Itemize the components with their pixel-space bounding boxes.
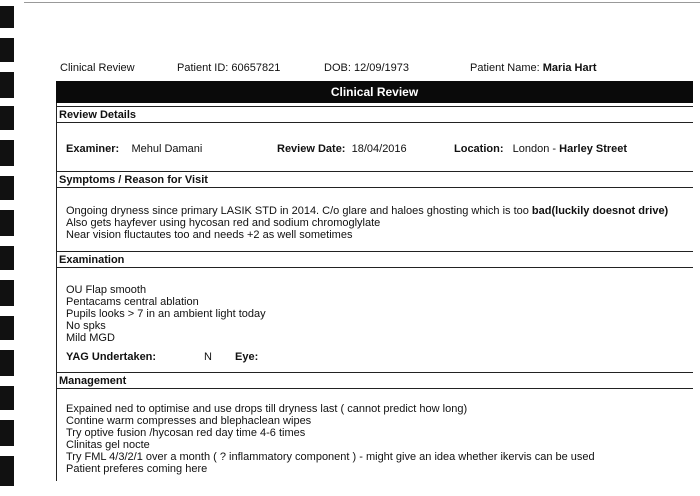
binder-hole [0,210,14,236]
patient-id-value: 60657821 [231,62,281,74]
exam-line: Pentacams central ablation [66,296,199,308]
mgmt-line: Expained ned to optimise and use drops till dryness last ( cannot predict how long) [66,403,468,415]
top-rule [24,2,700,3]
symptoms-line1-bold: bad(luckily doesnot drive) [531,205,669,217]
location-label: Location: [454,143,504,155]
examiner [66,143,202,155]
patient-id-label: Patient ID: [177,62,229,74]
dob [324,62,409,74]
mgmt-line: Clinitas gel nocte [66,439,150,451]
location-city: London - [512,143,557,155]
eye-label: Eye: [235,351,259,363]
review-date-value: 18/04/2016 [351,143,407,155]
symptoms-heading: Symptoms / Reason for Visit [56,171,693,188]
symptoms-text [66,205,668,241]
mgmt-line: Try FML 4/3/2/1 over a month ( ? inflammatory component ) - might give an idea whether ikervis can be used [66,451,595,463]
binder-hole [0,246,14,270]
location-site: Harley Street [559,143,628,155]
binder-hole [0,280,14,306]
symptoms-line [66,205,668,217]
patient-name-value: Maria Hart [542,62,597,74]
symptoms-line2: Also gets hayfever using hycosan red and sodium chromoglylate [66,217,381,229]
symptoms-line1: Ongoing dryness since primary LASIK STD in 2014. C/o glare and haloes ghosting which is too [66,205,529,217]
mgmt-line: Contine warm compresses and blephaclean wipes [66,415,312,427]
binder-hole [0,176,14,200]
binder-edge [0,0,24,496]
exam-line: Pupils looks > 7 in an ambient light today [66,308,266,320]
examination-text [66,284,266,344]
binder-hole [0,6,14,28]
mgmt-line: Patient preferes coming here [66,463,208,475]
binder-hole [0,456,14,486]
page-title: Clinical Review [56,81,693,103]
patient-id [177,62,280,74]
examiner-value: Mehul Damani [131,143,203,155]
examiner-label: Examiner: [66,143,120,155]
binder-hole [0,386,14,410]
yag-label: YAG Undertaken: [66,351,157,363]
review-date [277,143,407,155]
binder-hole [0,38,14,62]
exam-line: OU Flap smooth [66,284,147,296]
management-heading: Management [56,372,693,389]
exam-line: No spks [66,320,106,332]
dob-label: DOB: [324,62,351,74]
patient-name [470,62,597,74]
location [454,143,627,155]
header-section: Clinical Review [60,62,135,74]
management-text [66,403,595,475]
exam-line: Mild MGD [66,332,115,344]
dob-value: 12/09/1973 [353,62,410,74]
yag-value: N [204,351,212,363]
binder-hole [0,140,14,166]
binder-hole [0,316,14,340]
binder-hole [0,420,14,446]
examination-heading: Examination [56,251,693,268]
review-date-label: Review Date: [277,143,346,155]
binder-hole [0,72,14,98]
symptoms-line3: Near vision fluctautes too and needs +2 as well sometimes [66,229,353,241]
binder-hole [0,106,14,130]
binder-hole [0,350,14,376]
patient-name-label: Patient Name: [470,62,540,74]
review-details-heading: Review Details [56,106,693,123]
mgmt-line: Try optive fusion /hycosan red day time 4-6 times [66,427,306,439]
